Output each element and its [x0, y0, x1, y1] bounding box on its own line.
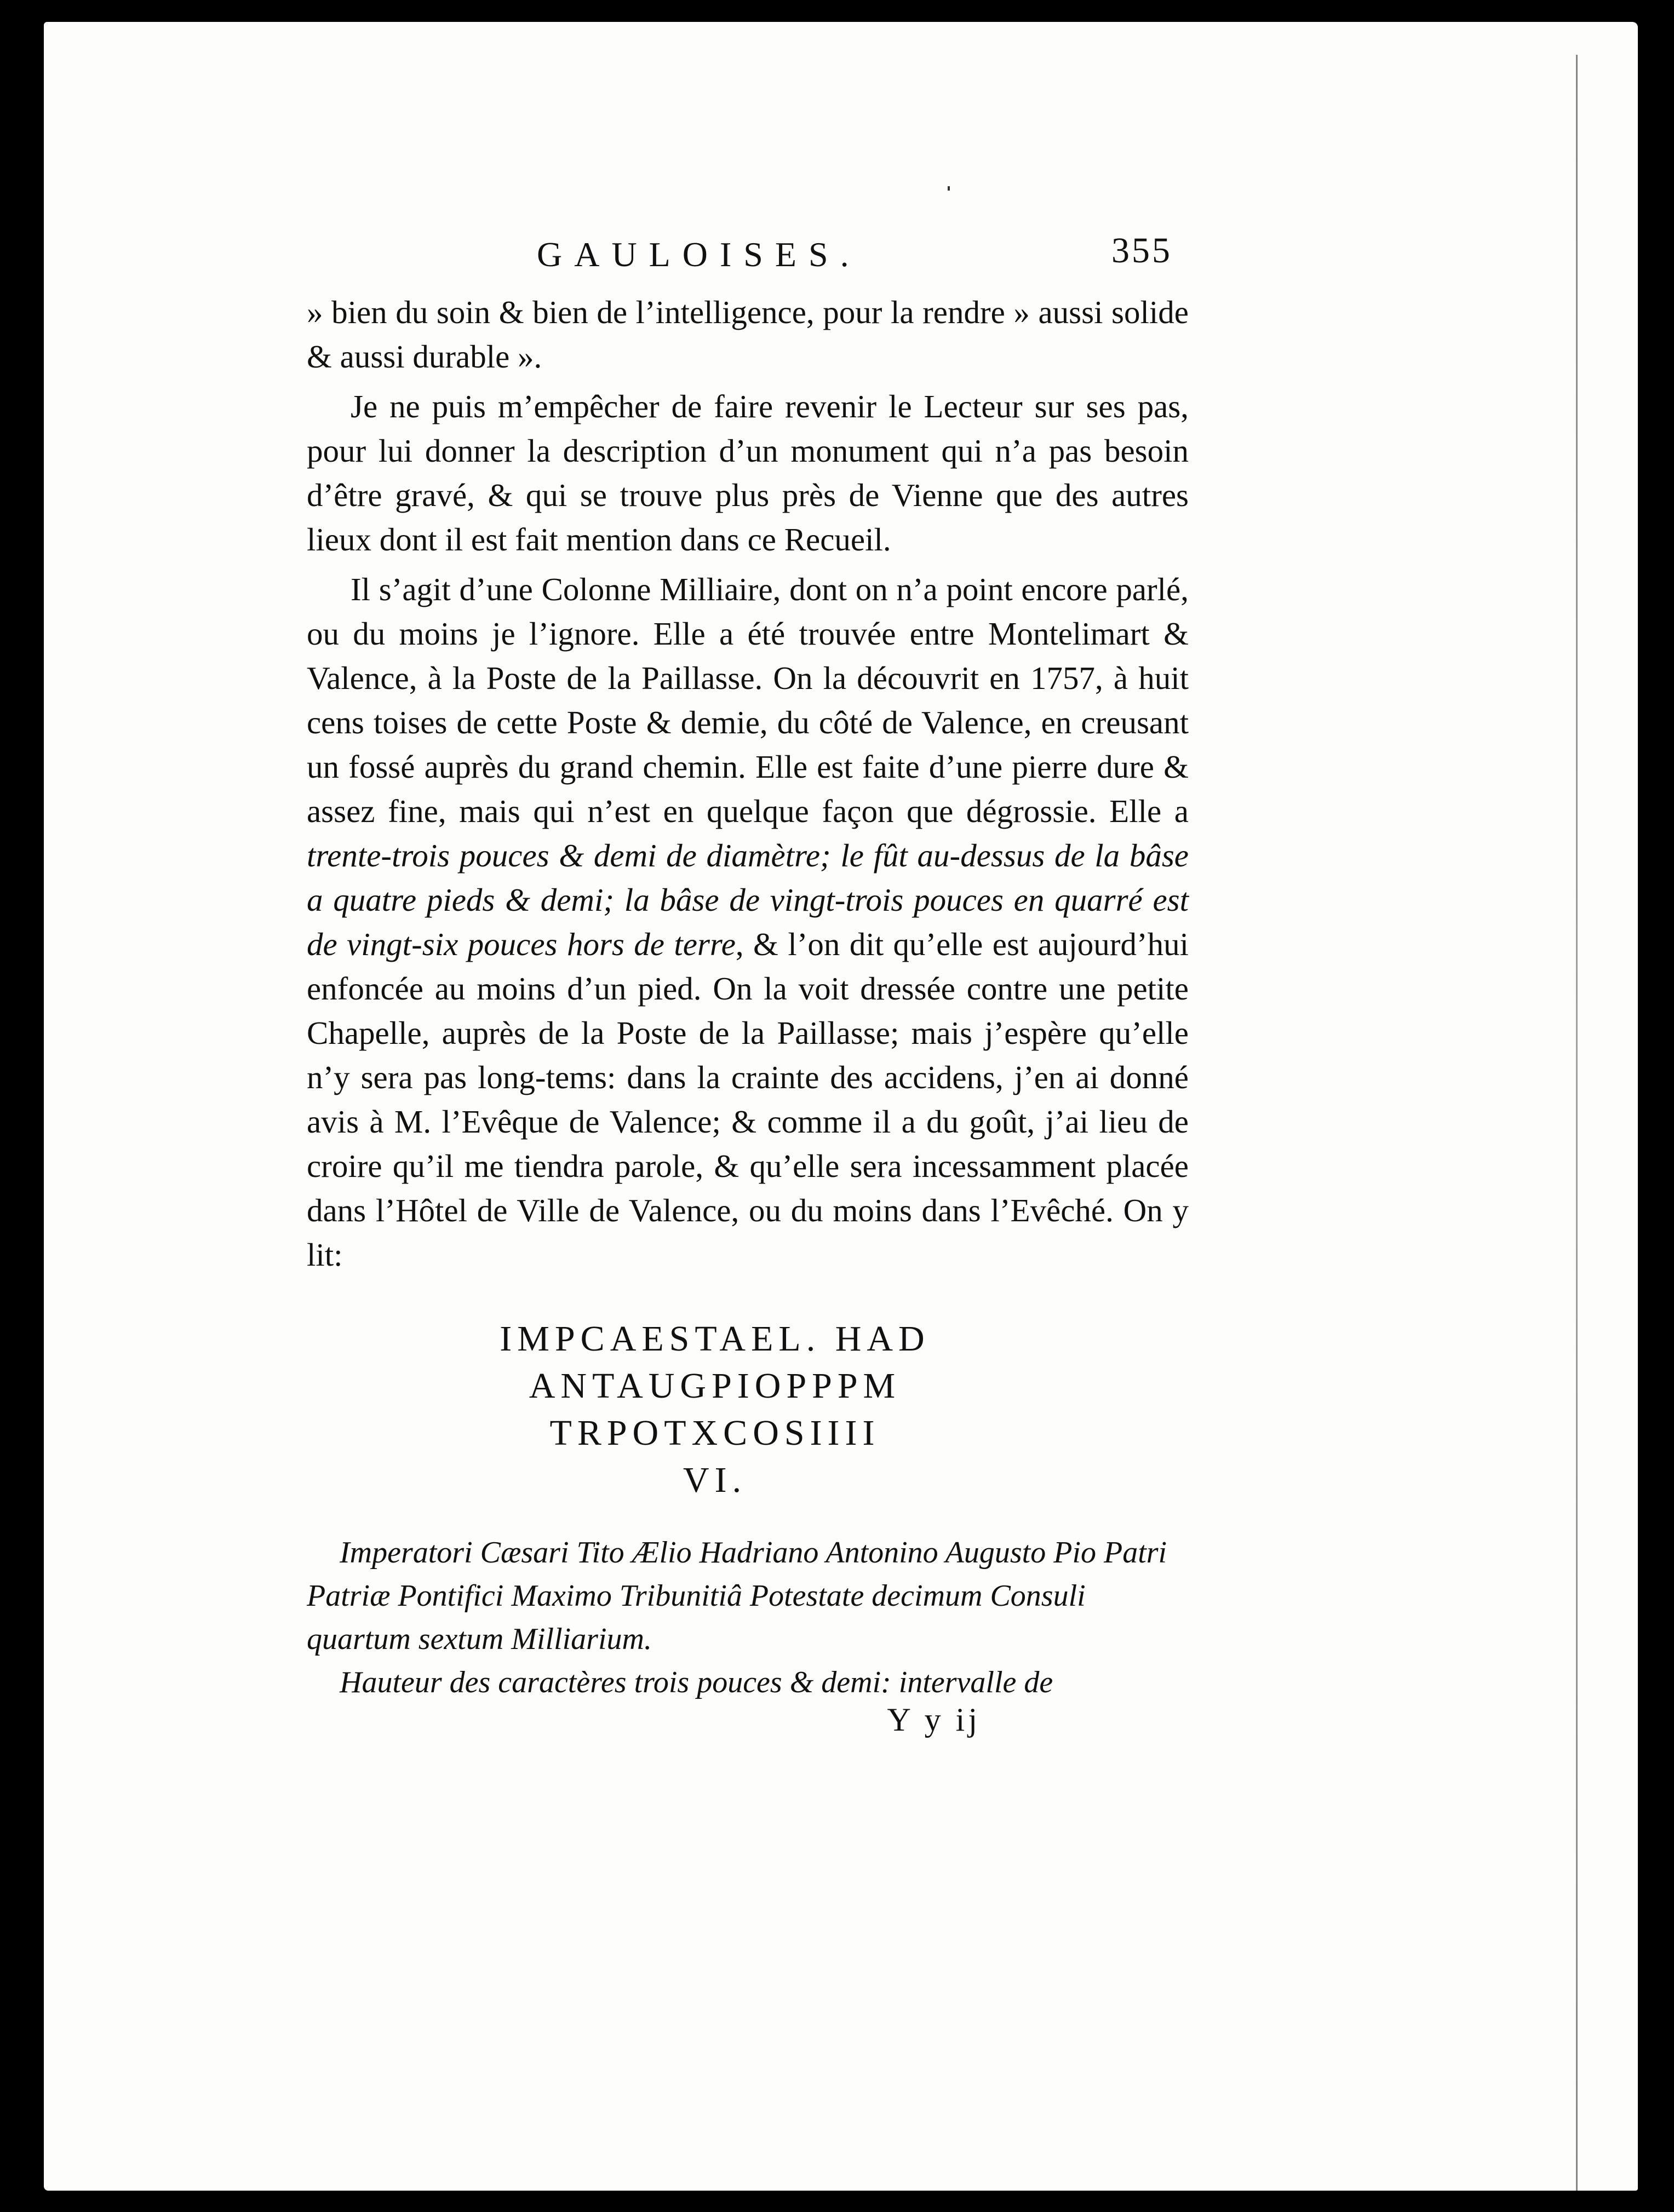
running-head: [307, 230, 1189, 290]
paragraph-milestone-part-1: Il s’agit d’une Colonne Milliaire, dont on n’a point encore parlé, ou du moins je l’ignore. Elle a été trouvée entre Montelimart & Valence, à la Poste de la Paillasse. On la découvrit en 1757, à huit cens toises de cette Poste & demie, du côté de Valence, en creusant un fossé auprès du grand chemin. Elle est faite d’une pierre dure & assez fine, mais qui n’est en quelque façon que dégrossie. Elle a: [307, 571, 1189, 829]
paragraph-milestone-dimensions: trente-trois pouces & demi de diamètre; le fût au-dessus de la bâse a quatre pieds & demi; la bâse de vingt-trois pouces en quarré est de vingt-six pouces hors de terre: [307, 837, 1189, 962]
paragraph-milestone-part-2: , & l’on dit qu’elle est aujourd’hui enfoncée au moins d’un pied. On la voit dressée contre une petite Chapelle, auprès de la Poste de la Paillasse; mais j’espère qu’elle n’y sera pas long-tems: dans la crainte des accidens, j’en ai donné avis à M. l’Evêque de Valence; & comme il a du goût, j’ai lieu de croire qu’il me tiendra parole, & qu’elle sera incessamment placée dans l’Hôtel de Ville de Valence, ou du moins dans l’Evêché. On y lit:: [307, 926, 1189, 1273]
latin-translation: Imperatori Cæsari Tito Ælio Hadriano Antonino Augusto Pio Patri Patriæ Pontifici Maximo Tribunitiâ Potestate decimum Consuli quartum sextum Milliarium.: [307, 1536, 1167, 1656]
inscription-line-3: TRPOTXCOSIIII: [549, 1413, 880, 1453]
character-height-note: Hauteur des caractères trois pouces & demi: intervalle de: [340, 1665, 1053, 1699]
book-page: [44, 22, 1638, 2191]
text-block: [307, 230, 1189, 1739]
page-number: 355: [1111, 231, 1172, 271]
inscription-line-1: IMPCAESTAEL. HAD: [500, 1319, 930, 1359]
paragraph-milestone: [307, 567, 1189, 1277]
inscription: [307, 1315, 1189, 1504]
signature-mark: Y y ij: [887, 1702, 981, 1738]
quote-ending: » bien du soin & bien de l’intelligence, pour la rendre » aussi solide & aussi durable ».: [307, 294, 1189, 375]
ink-speck: [948, 186, 950, 191]
running-head-title: GAULOISES.: [537, 235, 861, 274]
paragraph-monument-intro: Je ne puis m’empêcher de faire revenir le Lecteur sur ses pas, pour lui donner la description d’un monument qui n’a pas besoin d’être gravé, & qui se trouve plus près de Vienne que des autres lieux dont il est fait mention dans ce Recueil.: [307, 388, 1189, 558]
inscription-line-4: VI.: [683, 1460, 747, 1500]
inscription-line-2: ANTAUGPIOPPPM: [529, 1366, 901, 1406]
page-edge-shadow: [1576, 55, 1578, 2191]
